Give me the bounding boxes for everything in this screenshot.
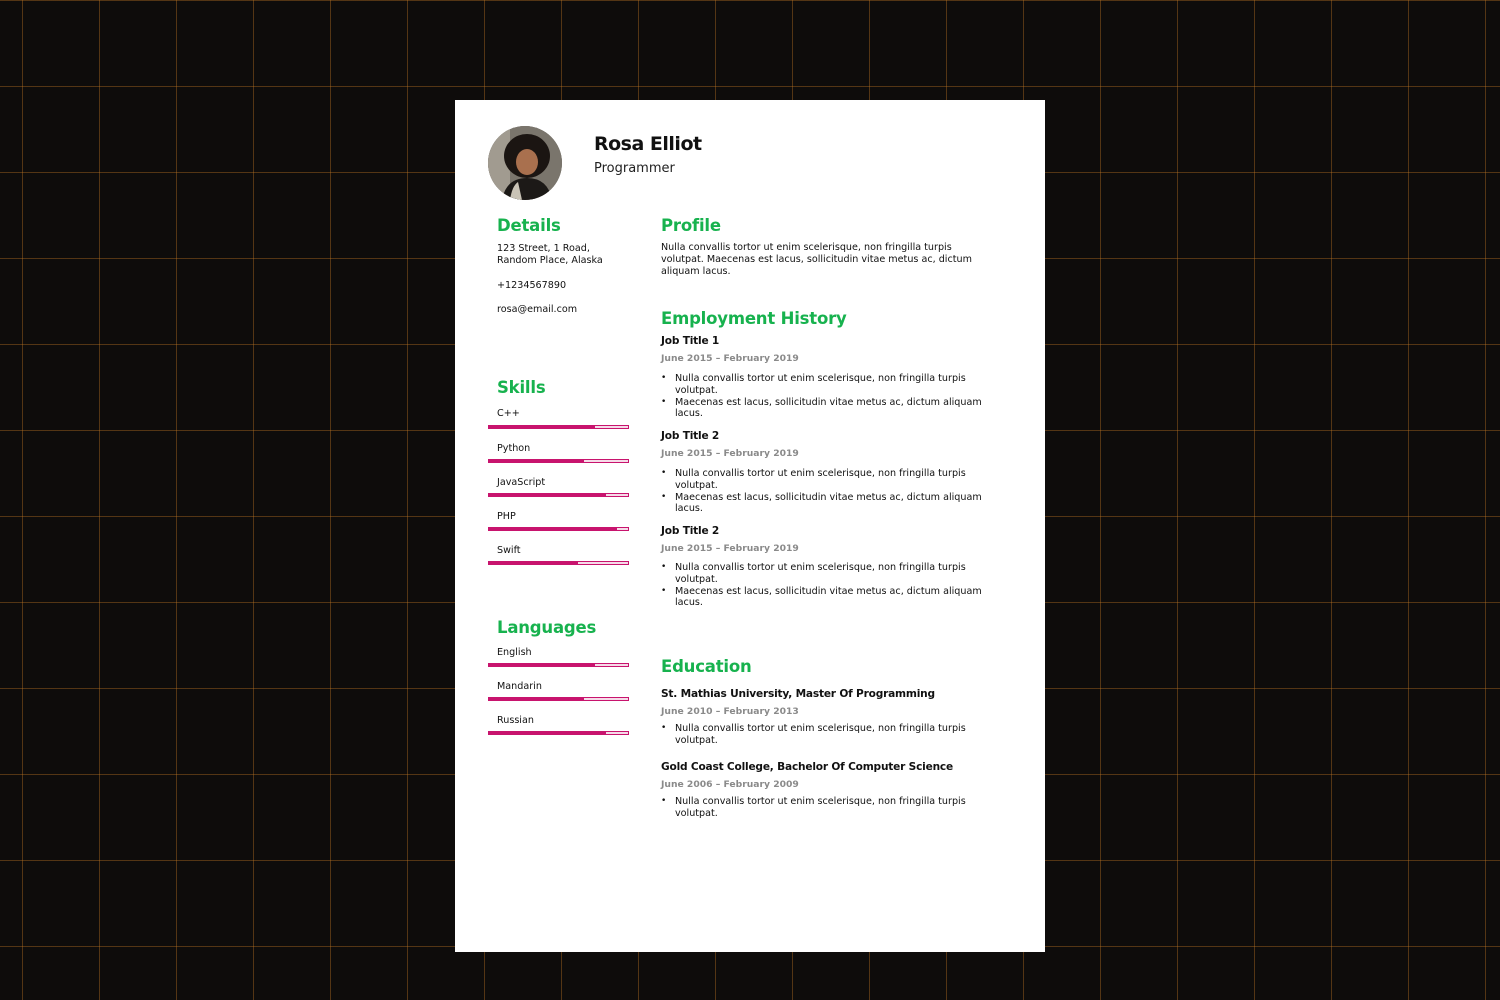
bullet-line: • Nulla convallis tortor ut enim scelerisque, non fringilla turpis (675, 373, 966, 384)
details-heading: Details (497, 216, 561, 235)
skill-bar-fill (489, 528, 617, 530)
bullet-line: • Nulla convallis tortor ut enim scelerisque, non fringilla turpis (675, 796, 966, 807)
job-bullets (661, 468, 1001, 515)
bullet-line: • Maecenas est lacus, sollicitudin vitae metus ac, dictum aliquam (675, 396, 982, 408)
language-bar-fill (489, 732, 606, 734)
skills-heading: Skills (497, 378, 546, 397)
profile-line: volutpat. Maecenas est lacus, sollicitudin vitae metus ac, dictum (661, 253, 972, 265)
phone-number: +1234567890 (497, 280, 567, 291)
skill-bar-fill (489, 494, 606, 496)
job-bullets (661, 562, 1001, 609)
bullet-line: • Nulla convallis tortor ut enim scelerisque, non fringilla turpis (675, 562, 966, 573)
skill-bar-fill (489, 562, 578, 564)
skill-bar-fill (489, 460, 584, 462)
profile-heading: Profile (661, 216, 721, 235)
skill-bar (488, 527, 629, 531)
job-title: Job Title 2 (661, 430, 720, 442)
skill-bar (488, 459, 629, 463)
job-dates: June 2015 – February 2019 (661, 448, 799, 459)
skill-label: PHP (497, 511, 516, 522)
skill-bar (488, 493, 629, 497)
skill-bar-fill (489, 426, 595, 428)
bullet-item (661, 397, 1001, 421)
candidate-role: Programmer (594, 161, 675, 176)
bullet-line: • Nulla convallis tortor ut enim scelerisque, non fringilla turpis (675, 468, 966, 479)
bullet-item (661, 723, 1001, 747)
language-bar (488, 663, 629, 667)
candidate-name: Rosa Elliot (594, 133, 702, 155)
bullet-item (661, 586, 1001, 610)
bullet-line: • Maecenas est lacus, sollicitudin vitae metus ac, dictum aliquam (675, 585, 982, 597)
education-bullets (661, 723, 1001, 747)
education-dates: June 2010 – February 2013 (661, 706, 799, 717)
bullet-line: volutpat. (675, 384, 718, 396)
bullet-item (661, 373, 1001, 397)
education-title: Gold Coast College, Bachelor Of Computer Science (661, 761, 953, 773)
profile-line: aliquam lacus. (661, 265, 731, 277)
bullet-line: • Nulla convallis tortor ut enim scelerisque, non fringilla turpis (675, 723, 966, 734)
skill-label: Python (497, 443, 531, 454)
bullet-line: volutpat. (675, 734, 718, 746)
job-title: Job Title 2 (661, 525, 720, 537)
job-title: Job Title 1 (661, 335, 720, 347)
profile-text (661, 242, 991, 277)
language-bar (488, 731, 629, 735)
education-title: St. Mathias University, Master Of Programming (661, 688, 935, 700)
language-bar (488, 697, 629, 701)
profile-photo (488, 126, 562, 200)
skill-label: C++ (497, 408, 520, 419)
languages-heading: Languages (497, 618, 597, 637)
bullet-line: lacus. (675, 597, 703, 609)
bullet-item (661, 468, 1001, 492)
bullet-line: • Maecenas est lacus, sollicitudin vitae metus ac, dictum aliquam (675, 491, 982, 503)
language-label: English (497, 647, 532, 658)
bullet-line: volutpat. (675, 573, 718, 585)
job-dates: June 2015 – February 2019 (661, 353, 799, 364)
education-bullets (661, 796, 1001, 820)
language-label: Russian (497, 715, 534, 726)
bullet-line: volutpat. (675, 807, 718, 819)
address-line-1: 123 Street, 1 Road, (497, 243, 590, 254)
bullet-line: lacus. (675, 408, 703, 420)
bullet-item (661, 492, 1001, 516)
language-bar-fill (489, 698, 584, 700)
skill-bar (488, 561, 629, 565)
profile-line: Nulla convallis tortor ut enim scelerisque, non fringilla turpis (661, 242, 952, 253)
education-dates: June 2006 – February 2009 (661, 779, 799, 790)
education-heading: Education (661, 657, 752, 676)
language-bar-fill (489, 664, 595, 666)
bullet-item (661, 796, 1001, 820)
skill-label: JavaScript (497, 477, 546, 488)
bullet-line: volutpat. (675, 479, 718, 491)
skill-bar (488, 425, 629, 429)
skill-label: Swift (497, 545, 521, 556)
address-line-2: Random Place, Alaska (497, 255, 603, 266)
employment-heading: Employment History (661, 309, 847, 328)
bullet-item (661, 562, 1001, 586)
bullet-line: lacus. (675, 503, 703, 515)
job-dates: June 2015 – February 2019 (661, 543, 799, 554)
job-bullets (661, 373, 1001, 420)
email-address: rosa@email.com (497, 304, 578, 315)
resume-page (455, 100, 1045, 952)
language-label: Mandarin (497, 681, 542, 692)
